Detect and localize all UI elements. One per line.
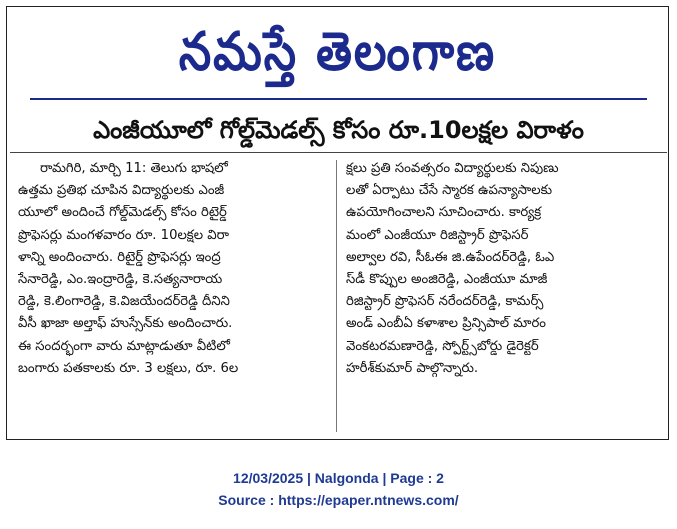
- footer-date-edition: 12/03/2025 | Nalgonda | Page : 2: [233, 470, 444, 486]
- text-line: అండ్ ఎంబీఏ కళాశాల ప్రిన్సిపాల్ మారం: [346, 316, 546, 332]
- text-line: రెడ్డి, కె.లింగారెడ్డి, కె.విజయేందర్‌రెడ్డి దీనిని: [18, 294, 230, 310]
- text-line: మంలో ఎంజీయూ రిజిస్ట్రార్ ప్రొఫెసర్: [346, 227, 529, 243]
- masthead-divider: [30, 98, 647, 100]
- text-line: ళాన్ని అందించారు. రిటైర్డ్ ప్రొఫెసర్లు ఇంద్ర: [18, 249, 221, 265]
- text-line: అల్వాల రవి, సీఓఈ జి.ఉపేందర్‌రెడ్డి, ఓఎ: [346, 249, 555, 265]
- text-line: బంగారు పతకాలకు రూ. 3 లక్షలు, రూ. 6ల: [18, 360, 239, 376]
- text-line: లతో ఏర్పాటు చేసే స్మారక ఉపన్యాసాలకు: [346, 183, 553, 199]
- article-column-left: [18, 158, 328, 380]
- text-line: ఉపయోగించాలని సూచించారు. కార్యక్ర: [346, 205, 542, 221]
- text-line: హరీశ్‌కుమార్ పాల్గొన్నారు.: [346, 360, 479, 376]
- text-line: వెంకటరమణారెడ్డి, స్పోర్ట్స్‌బోర్డు డైరెక్టర్: [346, 338, 539, 354]
- article-headline: ఎంజీయూలో గోల్డ్‌మెడల్స్ కోసం రూ.10లక్షల విరాళం: [93, 116, 584, 144]
- text-line: ఉత్తమ ప్రతిభ చూపిన విద్యార్థులకు ఎంజీ: [18, 183, 225, 199]
- headline-divider: [10, 152, 667, 153]
- text-line: ప్రొఫెసర్లు మంగళవారం రూ. 10లక్షల విరా: [18, 227, 229, 243]
- masthead-logo: నమస్తే తెలంగాణ: [178, 19, 497, 83]
- text-line: రిజిస్ట్రార్ ప్రొఫెసర్ నరేందర్‌రెడ్డి, కామర్స్: [346, 294, 544, 310]
- article-column-right: [346, 158, 656, 380]
- text-line: సేనారెడ్డి, ఎం.ఇంద్రారెడ్డి, కె.సత్యనారాయ: [18, 272, 223, 288]
- text-line: స్‌డీ కొప్పుల అంజిరెడ్డి, ఎంజీయూ మాజీ: [346, 272, 548, 288]
- text-line: యూలో అందించే గోల్డ్‌మెడల్స్ కోసం రిటైర్డ్: [18, 205, 227, 221]
- text-line: క్షలు ప్రతి సంవత్సరం విద్యార్థులకు నిపుణు: [346, 161, 559, 176]
- text-line: రామగిరి, మార్చి 11: తెలుగు భాషలో: [40, 161, 228, 176]
- text-line: వీసీ ఖాజా అల్తాఫ్ హుస్సేన్‌కు అందించారు.: [18, 316, 233, 332]
- footer-source: Source : https://epaper.ntnews.com/: [218, 492, 459, 508]
- text-line: ఈ సందర్భంగా వారు మాట్లాడుతూ వీటిలో: [18, 338, 230, 354]
- column-divider: [336, 160, 337, 432]
